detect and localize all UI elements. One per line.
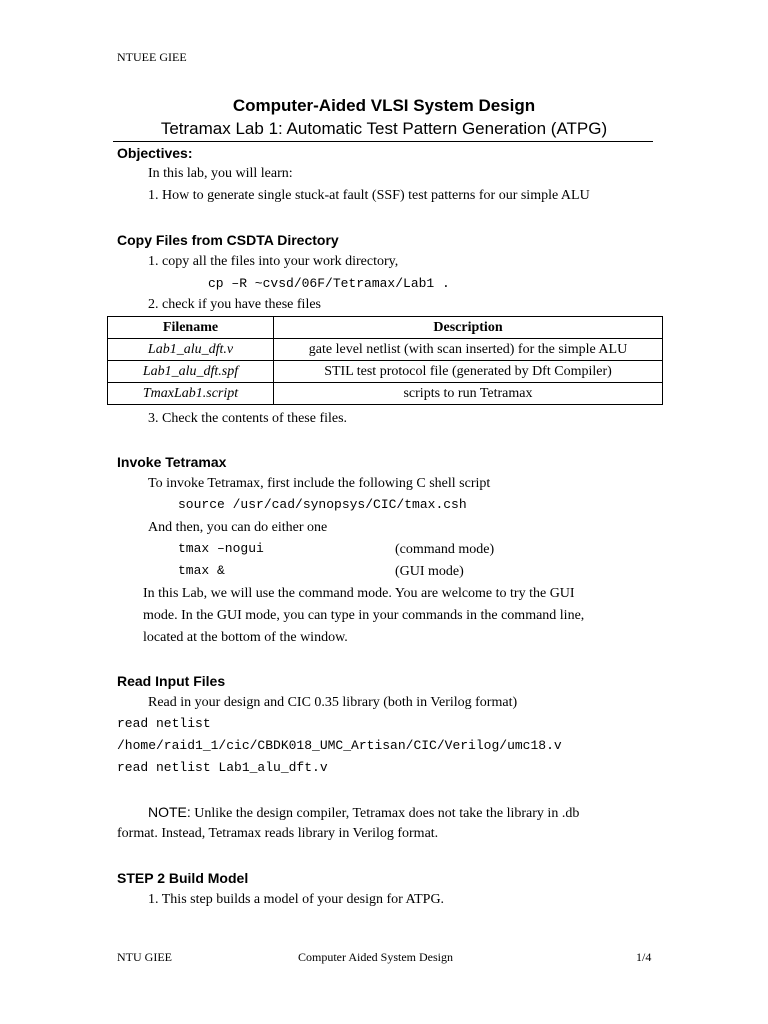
- files-table: [107, 316, 663, 405]
- description-cell: gate level netlist (with scan inserted) for the simple ALU: [274, 339, 663, 361]
- description-cell: STIL test protocol file (generated by Dft Compiler): [274, 361, 663, 383]
- invoke-and-then: And then, you can do either one: [148, 520, 328, 535]
- nogui-command-note: (command mode): [395, 542, 495, 557]
- title-rule: [113, 141, 653, 142]
- invoke-intro: To invoke Tetramax, first include the following C shell script: [148, 476, 491, 491]
- footer-page-number: 1/4: [636, 950, 652, 964]
- invoke-paragraph-line-2: mode. In the GUI mode, you can type in your commands in the command line,: [143, 608, 585, 623]
- invoke-paragraph-line-3: located at the bottom of the window.: [143, 630, 348, 645]
- copy-files-step-3: 3. Check the contents of these files.: [148, 411, 348, 426]
- invoke-heading: Invoke Tetramax: [117, 454, 227, 470]
- footer-center: Computer Aided System Design: [298, 950, 453, 964]
- table-header-row: [108, 317, 663, 339]
- gui-command: tmax &: [178, 563, 225, 578]
- copy-files-step-2: 2. check if you have these files: [148, 297, 321, 312]
- description-cell: scripts to run Tetramax: [274, 383, 663, 405]
- read-design-command: read netlist Lab1_alu_dft.v: [117, 760, 328, 775]
- step2-item-1: 1. This step builds a model of your design for ATPG.: [148, 892, 445, 907]
- read-input-intro: Read in your design and CIC 0.35 library (both in Verilog format): [148, 695, 518, 710]
- nogui-command: tmax –nogui: [178, 541, 264, 556]
- read-netlist-command: read netlist: [117, 716, 211, 731]
- objectives-intro: In this lab, you will learn:: [148, 166, 293, 181]
- table-row: [108, 339, 663, 361]
- gui-command-note: (GUI mode): [395, 564, 464, 579]
- note-text: Unlike the design compiler, Tetramax does not take the library in .db: [190, 806, 580, 821]
- library-path: /home/raid1_1/cic/CBDK018_UMC_Artisan/CIC/Verilog/umc18.v: [117, 738, 562, 753]
- footer-left: NTU GIEE: [117, 950, 172, 964]
- filename-cell: TmaxLab1.script: [108, 383, 274, 405]
- copy-command: cp –R ~cvsd/06F/Tetramax/Lab1 .: [208, 276, 450, 291]
- column-header-description: Description: [274, 317, 663, 339]
- read-input-heading: Read Input Files: [117, 673, 226, 689]
- filename-cell: Lab1_alu_dft.spf: [108, 361, 274, 383]
- document-title: Computer-Aided VLSI System Design: [232, 96, 536, 115]
- column-header-filename: Filename: [108, 317, 274, 339]
- note-label: NOTE:: [148, 804, 191, 820]
- document-subtitle: Tetramax Lab 1: Automatic Test Pattern Generation (ATPG): [160, 119, 608, 138]
- note-line-1: [148, 804, 579, 822]
- copy-files-heading: Copy Files from CSDTA Directory: [117, 232, 339, 248]
- note-line-2: format. Instead, Tetramax reads library in Verilog format.: [117, 826, 439, 841]
- invoke-paragraph-line-1: In this Lab, we will use the command mode. You are welcome to try the GUI: [143, 586, 575, 601]
- copy-files-step-1: 1. copy all the files into your work directory,: [148, 254, 399, 269]
- objectives-heading: Objectives:: [117, 145, 193, 161]
- objectives-item-1: 1. How to generate single stuck-at fault (SSF) test patterns for our simple ALU: [148, 188, 590, 203]
- step2-heading: STEP 2 Build Model: [117, 870, 249, 886]
- table-row: [108, 361, 663, 383]
- page-header: NTUEE GIEE: [117, 50, 187, 64]
- filename-cell: Lab1_alu_dft.v: [108, 339, 274, 361]
- table-row: [108, 383, 663, 405]
- source-command: source /usr/cad/synopsys/CIC/tmax.csh: [178, 497, 467, 512]
